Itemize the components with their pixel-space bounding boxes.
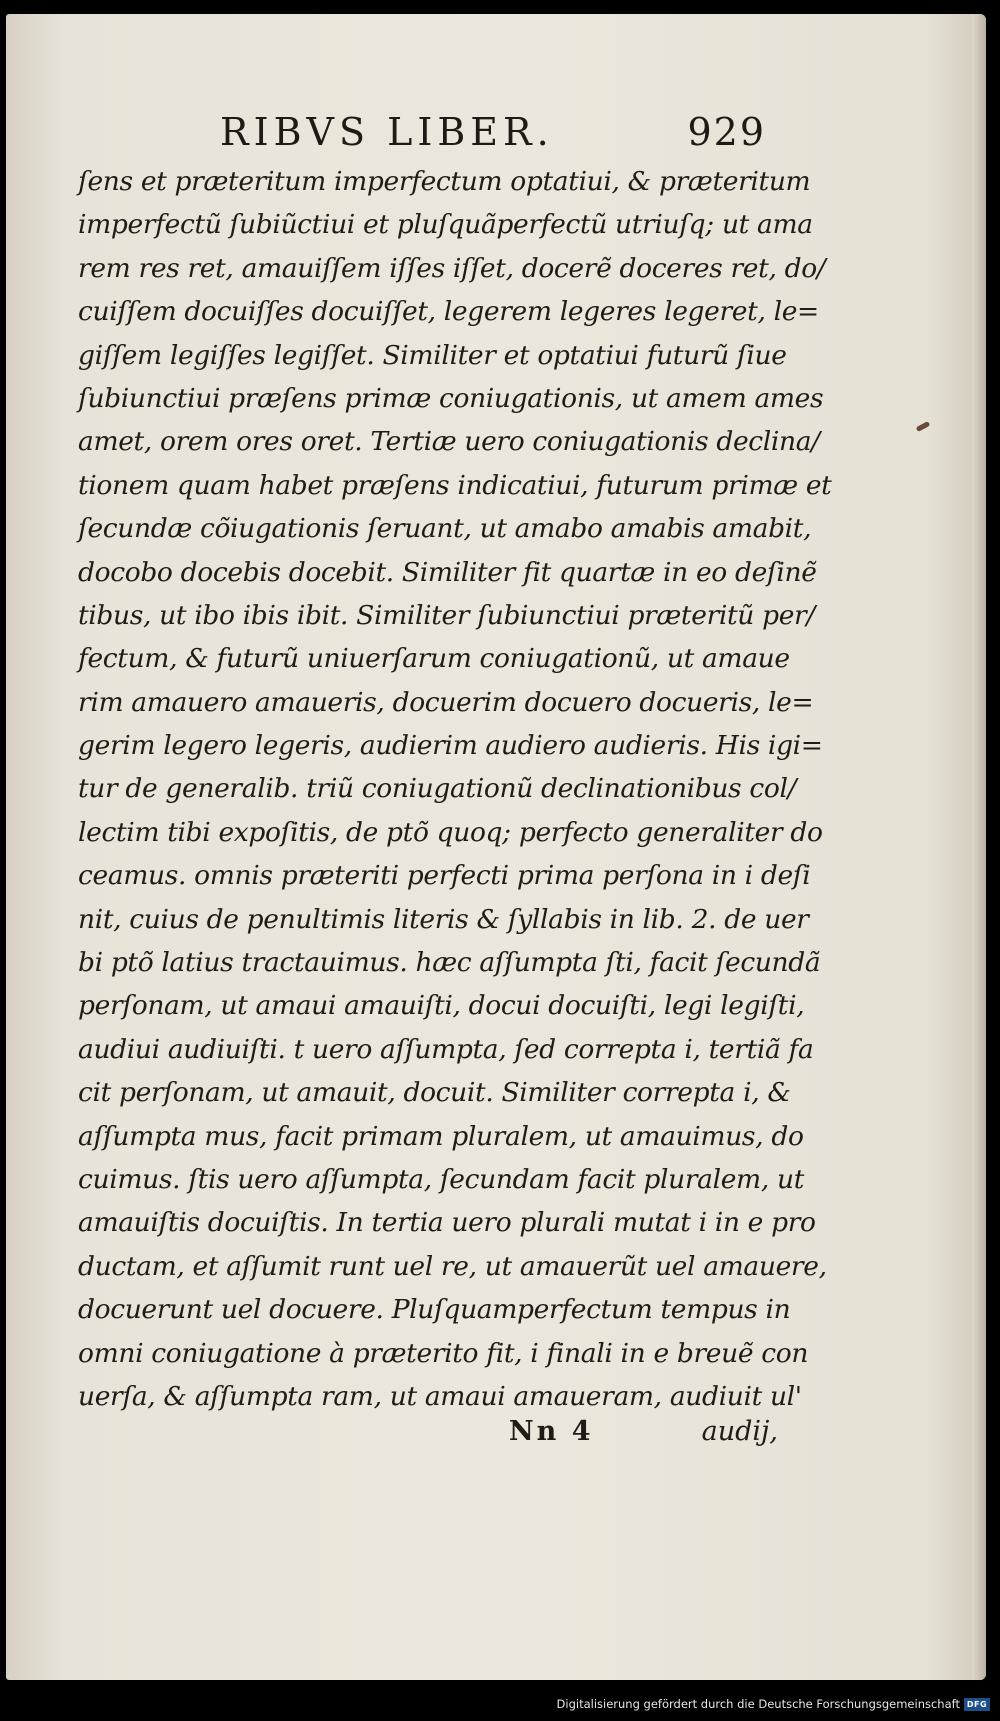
text-line: ſens et præteritum imperfectum optatiui, & præteritum <box>78 166 811 197</box>
ink-mark <box>916 421 931 432</box>
text-line: nit, cuius de penultimis literis & ſyllabis in lib. 2. de uer <box>78 903 809 935</box>
credit-text: Digitalisierung gefördert durch die Deutsche Forschungsgemeinschaft <box>556 1697 960 1711</box>
text-line: rem res ret, amauiſſem iſſes iſſet, docerẽ doceres ret, do/ <box>78 252 826 284</box>
text-line: cit perſonam, ut amauit, docuit. Similiter correpta i, & <box>78 1077 791 1109</box>
text-line: bi ptõ latius tractauimus. hæc aſſumpta ſti, facit ſecundã <box>78 947 821 979</box>
digitization-credit <box>557 1692 990 1716</box>
text-line: fectum, & futurũ uniuerſarum coniugationũ, ut amaue <box>78 643 790 675</box>
text-line: tur de generalib. triũ coniugationũ declinationibus col/ <box>78 773 797 805</box>
text-line: cuimus. ſtis uero aſſumpta, ſecundam facit pluralem, ut <box>78 1163 804 1195</box>
book-page <box>6 14 986 1680</box>
text-line: imperfectũ ſubiũctiui et pluſquãperfectũ utriuſq; ut ama <box>78 209 813 241</box>
text-line: ductam, et aſſumit runt uel re, ut amauerũt uel amauere, <box>78 1250 827 1282</box>
signature-mark: Nn 4 <box>509 1416 594 1447</box>
body-text <box>78 160 832 1418</box>
text-line: tibus, ut ibo ibis ibit. Similiter ſubiunctiui præteritũ per/ <box>78 599 815 631</box>
text-line: tionem quam habet præſens indicatiui, futurum primæ et <box>78 469 832 501</box>
text-line: docuerunt uel docuere. Pluſquamperfectum tempus in <box>78 1294 791 1326</box>
dfg-logo-icon: DFG <box>964 1698 990 1711</box>
text-line: docobo docebis docebit. Similiter fit quartæ in eo deſinẽ <box>78 556 817 588</box>
text-line: ſubiunctiui præſens primæ coniugationis, ut amem ames <box>78 382 824 414</box>
running-title: RIBVS LIBER. <box>220 110 554 154</box>
text-line: lectim tibi expoſitis, de ptõ quoq; perfecto generaliter do <box>78 816 823 848</box>
text-line: cuiſſem docuiſſes docuiſſet, legerem legeres legeret, le= <box>78 296 819 328</box>
text-line: aſſumpta mus, facit primam pluralem, ut amauimus, do <box>78 1120 804 1152</box>
running-head <box>220 106 780 158</box>
text-line: ſecundæ cõiugationis ſeruant, ut amabo amabis amabit, <box>78 513 812 545</box>
text-line: amet, orem ores oret. Tertiæ uero coniugationis declina/ <box>78 426 820 458</box>
text-line: audiui audiuiſti. t uero aſſumpta, ſed correpta i, tertiã fa <box>78 1033 814 1065</box>
text-line: gerim legero legeris, audierim audiero audieris. His igi= <box>78 730 823 762</box>
text-line: perſonam, ut amaui amauiſti, docui docuiſti, legi legiſti, <box>78 990 805 1022</box>
page-edge <box>972 14 986 1680</box>
text-line: giſſem legiſſes legiſſet. Similiter et optatiui futurũ ſiue <box>78 339 787 371</box>
text-line: ceamus. omnis præteriti perfecti prima perſona in i deſi <box>78 860 811 892</box>
page-number: 929 <box>687 110 766 154</box>
page-footer <box>78 1410 778 1454</box>
text-line: amauiſtis docuiſtis. In tertia uero plurali mutat i in e pro <box>78 1207 816 1239</box>
catchword: audij, <box>701 1416 778 1447</box>
text-line: uerſa, & aſſumpta ram, ut amaui amaueram, audiuit ul' <box>78 1380 802 1412</box>
text-line: rim amauero amaueris, docuerim docuero docueris, le= <box>78 686 814 718</box>
text-line: omni coniugatione à præterito fit, i finali in e breuẽ con <box>78 1337 809 1369</box>
